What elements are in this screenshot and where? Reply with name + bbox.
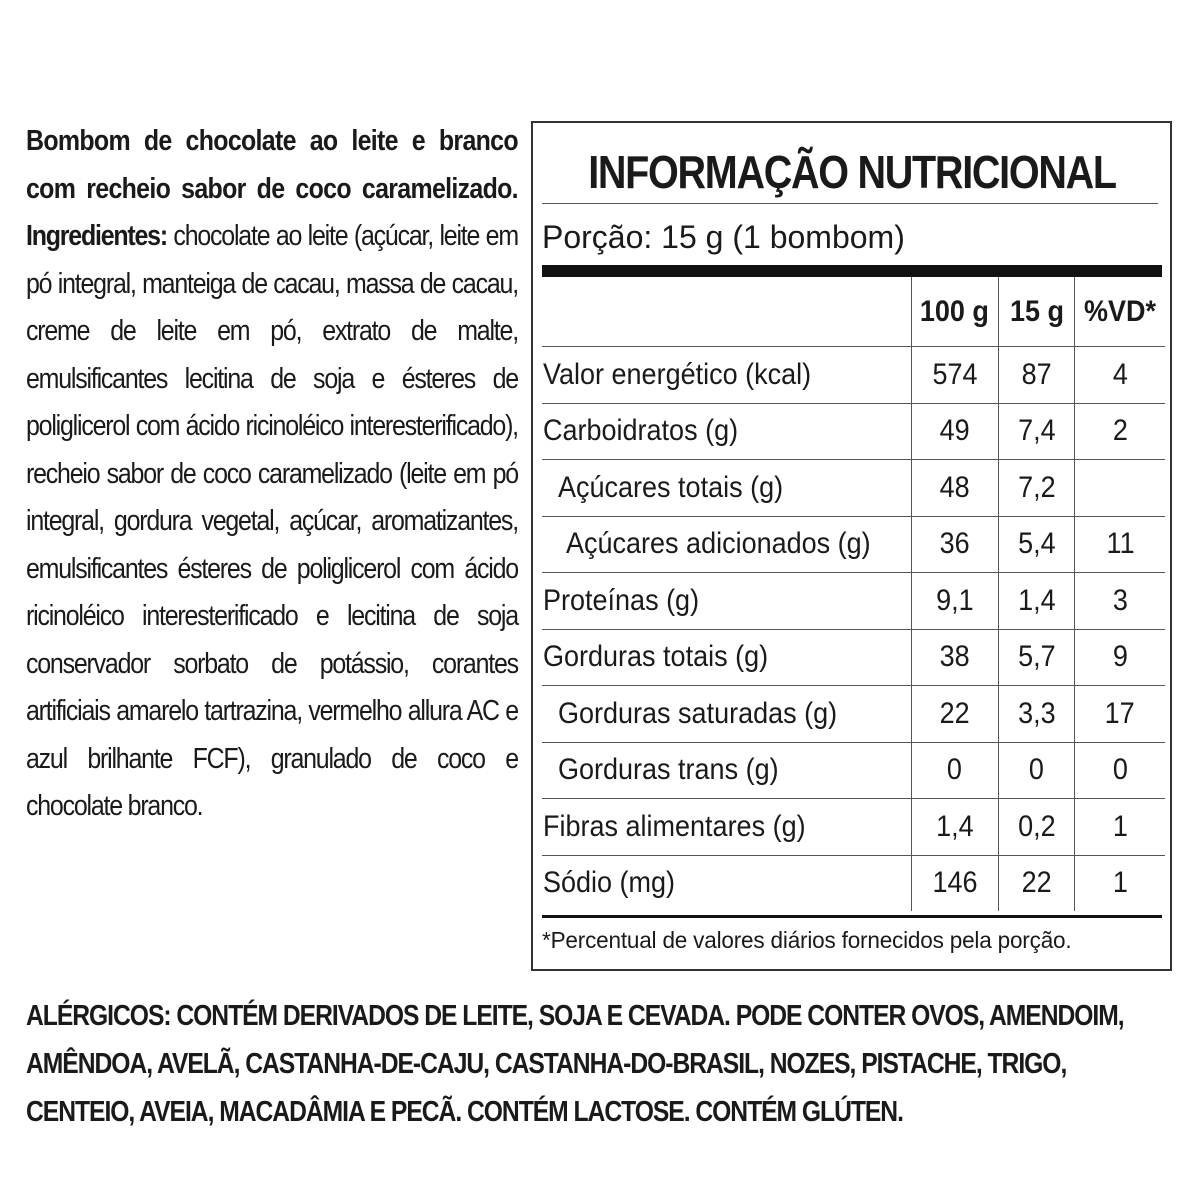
row-label: Sódio (mg)	[542, 855, 911, 911]
row-vd: 4	[1075, 347, 1165, 404]
table-row	[542, 403, 1165, 460]
row-label: Açúcares adicionados (g)	[542, 516, 911, 573]
row-per15: 3,3	[998, 686, 1075, 743]
row-vd: 1	[1075, 799, 1165, 856]
row-vd: 1	[1075, 855, 1165, 911]
row-per100: 9,1	[911, 573, 998, 630]
row-label: Fibras alimentares (g)	[542, 799, 911, 856]
table-row	[542, 742, 1165, 799]
table-row	[542, 686, 1165, 743]
table-row	[542, 855, 1165, 911]
row-label: Gorduras saturadas (g)	[542, 686, 911, 743]
row-per15: 22	[998, 855, 1075, 911]
nutrition-facts-panel	[531, 121, 1172, 971]
row-per100: 49	[911, 403, 998, 460]
table-row	[542, 573, 1165, 630]
row-per15: 5,4	[998, 516, 1075, 573]
table-header-row	[542, 277, 1165, 347]
header-blank	[542, 277, 911, 347]
table-row	[542, 460, 1165, 517]
nutrition-title: INFORMAÇÃO NUTRICIONAL	[588, 146, 1116, 198]
table-row	[542, 516, 1165, 573]
table-row	[542, 347, 1165, 404]
row-per15: 7,2	[998, 460, 1075, 517]
table-row	[542, 629, 1165, 686]
row-vd: 9	[1075, 629, 1165, 686]
ingredients-text	[26, 118, 518, 831]
row-per15: 0	[998, 742, 1075, 799]
header-100g: 100 g	[911, 277, 998, 347]
table-row	[542, 799, 1165, 856]
ingredients-label: Ingredientes:	[26, 220, 167, 252]
allergens-text: ALÉRGICOS: CONTÉM DERIVADOS DE LEITE, SOJA E CEVADA. PODE CONTER OVOS, AMENDOIM, AMÊNDOA, AVELÃ, CASTANHA-DE-CAJU, CASTANHA-DO-BRASIL, NOZES, PISTACHE, TRIGO, CENTEIO, AVEIA, MACADÂMIA E PECÃ. CONTÉM LACTOSE. CONTÉM GLÚTEN.	[26, 1000, 1124, 1128]
row-per100: 22	[911, 686, 998, 743]
row-vd: 0	[1075, 742, 1165, 799]
row-per15: 87	[998, 347, 1075, 404]
row-vd: 11	[1075, 516, 1165, 573]
product-description: Bombom de chocolate ao leite e branco com recheio sabor de coco caramelizado.	[26, 125, 518, 205]
row-per100: 1,4	[911, 799, 998, 856]
row-label: Gorduras totais (g)	[542, 629, 911, 686]
row-label: Gorduras trans (g)	[542, 742, 911, 799]
row-vd: 3	[1075, 573, 1165, 630]
row-per100: 0	[911, 742, 998, 799]
row-vd: 17	[1075, 686, 1165, 743]
ingredients-list: chocolate ao leite (açúcar, leite em pó integral, manteiga de cacau, massa de cacau, creme de leite em pó, extrato de malte, emulsificantes lecitina de soja e ésteres de poliglicerol com ácido ricinoléico interesterificado), recheio sabor de coco caramelizado (leite em pó integral, gordura vegetal, açúcar, aromatizantes, emulsificantes ésteres de poliglicerol com ácido ricinoléico interesterificado e lecitina de soja conservador sorbato de potássio, corantes artificiais amarelo tartrazina, vermelho allura AC e azul brilhante FCF), granulado de coco e chocolate branco.	[26, 220, 518, 822]
row-per15: 5,7	[998, 629, 1075, 686]
row-vd: 2	[1075, 403, 1165, 460]
row-per100: 48	[911, 460, 998, 517]
nutrition-table	[542, 277, 1165, 911]
footnote: *Percentual de valores diários fornecidos pela porção.	[542, 927, 1072, 953]
row-per100: 574	[911, 347, 998, 404]
header-15g: 15 g	[998, 277, 1075, 347]
row-per100: 146	[911, 855, 998, 911]
row-per100: 36	[911, 516, 998, 573]
row-per15: 1,4	[998, 573, 1075, 630]
portion-size: Porção: 15 g (1 bombom)	[542, 219, 905, 255]
row-per100: 38	[911, 629, 998, 686]
row-per15: 7,4	[998, 403, 1075, 460]
row-label: Proteínas (g)	[542, 573, 911, 630]
bottom-divider	[542, 915, 1162, 918]
row-vd	[1075, 460, 1165, 517]
header-vd: %VD*	[1075, 277, 1165, 347]
row-label: Valor energético (kcal)	[542, 347, 911, 404]
row-per15: 0,2	[998, 799, 1075, 856]
thick-divider	[542, 265, 1162, 277]
row-label: Açúcares totais (g)	[542, 460, 911, 517]
title-divider	[542, 203, 1158, 204]
row-label: Carboidratos (g)	[542, 403, 911, 460]
